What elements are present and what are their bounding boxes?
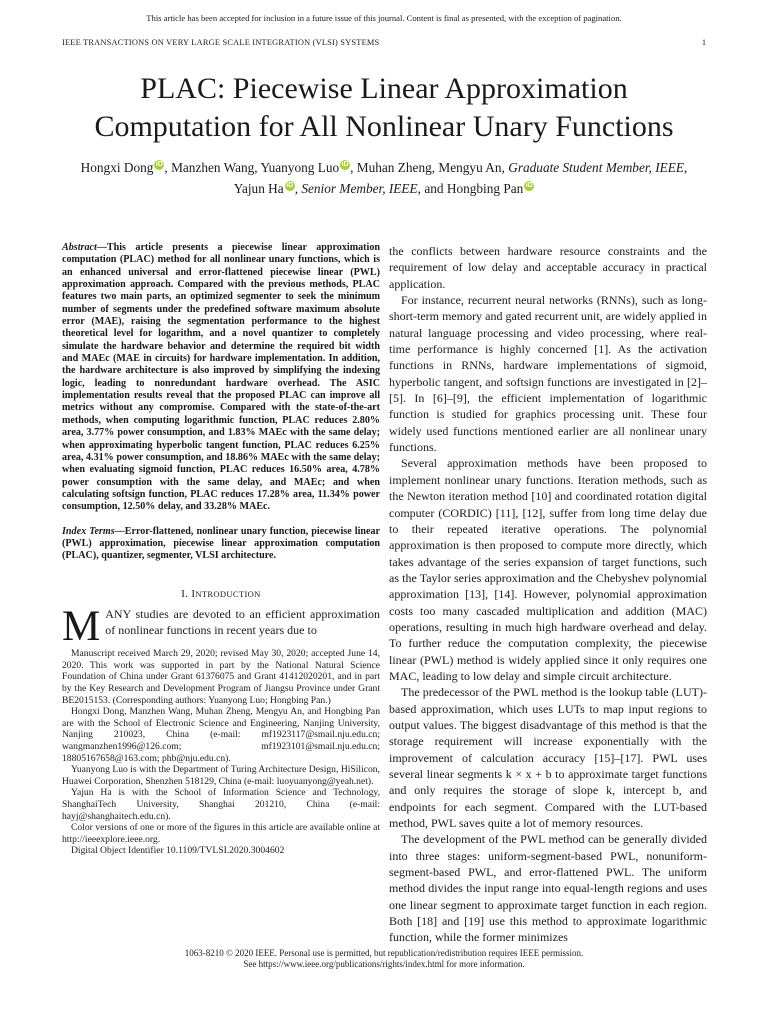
section-rest: NTRODUCTION — [195, 588, 261, 599]
authors-line-2: Yajun Ha iD , Senior Member, IEEE, and Hongbing Pan iD — [233, 181, 533, 196]
drop-cap: M — [62, 602, 101, 650]
orcid-icon[interactable]: iD — [286, 182, 294, 189]
intro-paragraph — [62, 602, 380, 650]
page-number: 1 — [701, 38, 706, 47]
orcid-icon[interactable]: iD — [525, 182, 533, 189]
orcid-icon[interactable]: iD — [155, 161, 163, 168]
footnote: Manuscript received March 29, 2020; revised May 30, 2020; accepted June 14, 2020. This work was supported in part by the National Natural Science Foundation of China under Grant 61376075 and Grant 41412020201, and in part by the Key Research and Development Program of Jiangsu Province under Grant BE2015153. (Corresponding authors: Yuanyong Luo; Hongbing Pan.) — [62, 648, 380, 706]
acceptance-notice: This article has been accepted for inclusion in a future issue of this journal. Content is final as presented, with the exception of pagination. — [146, 13, 622, 23]
abstract-text: This article presents a piecewise linear approximation computation (PLAC) method for all nonlinear unary functions, which is an enhanced universal and error-flattened piecewise linear (PWL) approximation approach. Compared with the previous methods, PLAC features two main parts, an optimized segmenter to seek the minimum number of segments under the predefined software maximum absolute error (MAE), raising the segmentation performance to the highest theoretical level for logarithm, and a novel quantizer to completely simulate the hardware behavior and determine the required bit width and MAEc (MAE in circuits) for hardware implementation. In addition, the hardware architecture is also improved by simplifying the indexing logic, leading to nonredundant hardware overhead. The ASIC implementation results reveal that the proposed PLAC can improve all metrics without any compromise. Compared with the state-of-the-art methods, when computing logarithmic function, PLAC reduces 2.80% area, 3.77% power consumption, and 1.83% MAEc with the same delay; when approximating hyperbolic tangent function, PLAC reduces 6.25% area, 4.31% power consumption, and 18.86% MAEc with the same delay; when evaluating sigmoid function, PLAC reduces 16.50% area, 4.78% power consumption with the same delay, and MAEc; and when calculating softsign function, PLAC reduces 17.28% area, 11.34% power consumption, 12.50% delay, and 33.28% MAEc. — [62, 242, 380, 513]
index-terms — [62, 526, 380, 563]
footnote: Color versions of one or more of the figures in this article are available online at http://ieeexplore.ieee.org. — [62, 822, 380, 845]
footnote-doi: Digital Object Identifier 10.1109/TVLSI.2020.3004602 — [71, 845, 285, 857]
index-terms-text: Error-flattened, nonlinear unary function, piecewise linear (PWL) approximation, piecewise linear approximation computation (PLAC), quantizer, segmenter, VLSI architecture. — [62, 525, 380, 562]
section-cap: I — [191, 587, 196, 600]
copyright-notice — [0, 948, 768, 970]
abstract — [62, 242, 380, 514]
copyright-line-1: 1063-8210 © 2020 IEEE. Personal use is permitted, but republication/redistribution requires IEEE permission. — [184, 948, 584, 958]
paper-title — [40, 70, 728, 146]
abstract-label: Abstract— — [62, 242, 107, 253]
copyright-line-2: See https://www.ieee.org/publications/rights/index.html for more information. — [243, 959, 525, 969]
footnote: Hongxi Dong, Manzhen Wang, Muhan Zheng, Mengyu An, and Hongbing Pan are with the School of Electronic Science and Engineering, Nanjing University, Nanjing 210023, China (e-mail: mf1923117@smail.nju.edu.cn; wangmanzhen1996@126.com; mf1923101@smail.nju.edu.cn; 18805167658@163.com; phb@nju.edu.cn). — [62, 706, 380, 764]
section-heading — [62, 588, 380, 600]
journal-name: IEEE TRANSACTIONS ON VERY LARGE SCALE INTEGRATION (VLSI) SYSTEMS — [62, 38, 380, 47]
title-line-2: Computation for All Nonlinear Unary Functions — [94, 110, 674, 143]
footnote: Yuanyong Luo is with the Department of Turing Architecture Design, HiSilicon, Huawei Corporation, Shenzhen 518129, China (e-mail: luoyuanyong@yeah.net). — [62, 764, 380, 787]
author-list — [40, 157, 728, 199]
title-line-1: PLAC: Piecewise Linear Approximation — [140, 72, 628, 105]
footnotes — [62, 648, 380, 857]
body-paragraph: the conflicts between hardware resource constraints and the requirement of low delay and acceptable accuracy in practical application. — [389, 244, 707, 291]
intro-text: ANY studies are devoted to an efficient approximation of nonlinear functions in recent years due to — [105, 606, 380, 637]
left-column — [62, 242, 380, 857]
body-paragraph: For instance, recurrent neural networks (RNNs), such as long-short-term memory and gated recurrent unit, are widely applied in natural language processing and video processing, where real-time performance is highly concerned [1]. As the activation functions in RNNs, hardware implementations of sigmoid, hyperbolic tangent, and softsign functions are investigated in [2]–[5]. In [6]–[9], the efficient implementation of logarithmic function is studied for graphics processing unit. These four widely used functions mentioned earlier are all nonlinear unary functions. — [389, 293, 707, 455]
body-paragraph: Several approximation methods have been proposed to implement nonlinear unary functions. Iteration methods, such as the Newton iteration method [10] and coordinated rotation digital computer (CORDIC) [11], [12], suffer from long time delay due to their repeated iterative operations. The polynomial approximation is then proposed to compute more directly, which takes advantage of the series expansion of target functions, such as the Taylor series approximation and the Chebyshev polynomial approximation [13], [14]. However, polynomial approximation costs too many cascaded multiplication and addition (MAC) operations, resulting in much high hardware overhead and delay. To further reduce the computation complexity, the piecewise linear (PWL) method is widely applied since it only requires one MAC, leading to low delay and simple circuit architecture. — [389, 456, 707, 683]
body-paragraph: The predecessor of the PWL method is the lookup table (LUT)-based approximation, which uses LUTs to map input regions to output values. The biggest disadvantage of this method is that the storage requirement will increase exponentially with the improvement of calculation accuracy [15]–[17]. PWL uses several linear segments k × x + b to approximate target functions and only requires the storage of slope k, intercept b, and endpoints for each segment. Compared with the LUT-based method, PWL saves quite a lot of memory resources. — [389, 685, 707, 831]
orcid-icon[interactable]: iD — [341, 161, 349, 168]
section-number: I. — [181, 587, 189, 600]
index-terms-label: Index Terms— — [62, 525, 125, 537]
right-column — [389, 243, 707, 946]
footnote: Yajun Ha is with the School of Information Science and Technology, ShanghaiTech University, Shanghai 201210, China (e-mail: hayj@shanghaitech.edu.cn). — [62, 787, 380, 822]
body-paragraph: The development of the PWL method can be generally divided into three stages: uniform-segment-based PWL, nonuniform-segment-based PWL, and error-flattened PWL. The uniform method divides the input range into equal-length regions and uses one linear segment to approximate target function in each region. Both [18] and [19] use this method to approximate logarithmic function, while the former minimizes — [389, 832, 707, 945]
authors-line-1: Hongxi Dong iD , Manzhen Wang, Yuanyong Luo iD , Muhan Zheng, Mengyu An, Graduate Student Member, IEEE, — [80, 160, 688, 175]
